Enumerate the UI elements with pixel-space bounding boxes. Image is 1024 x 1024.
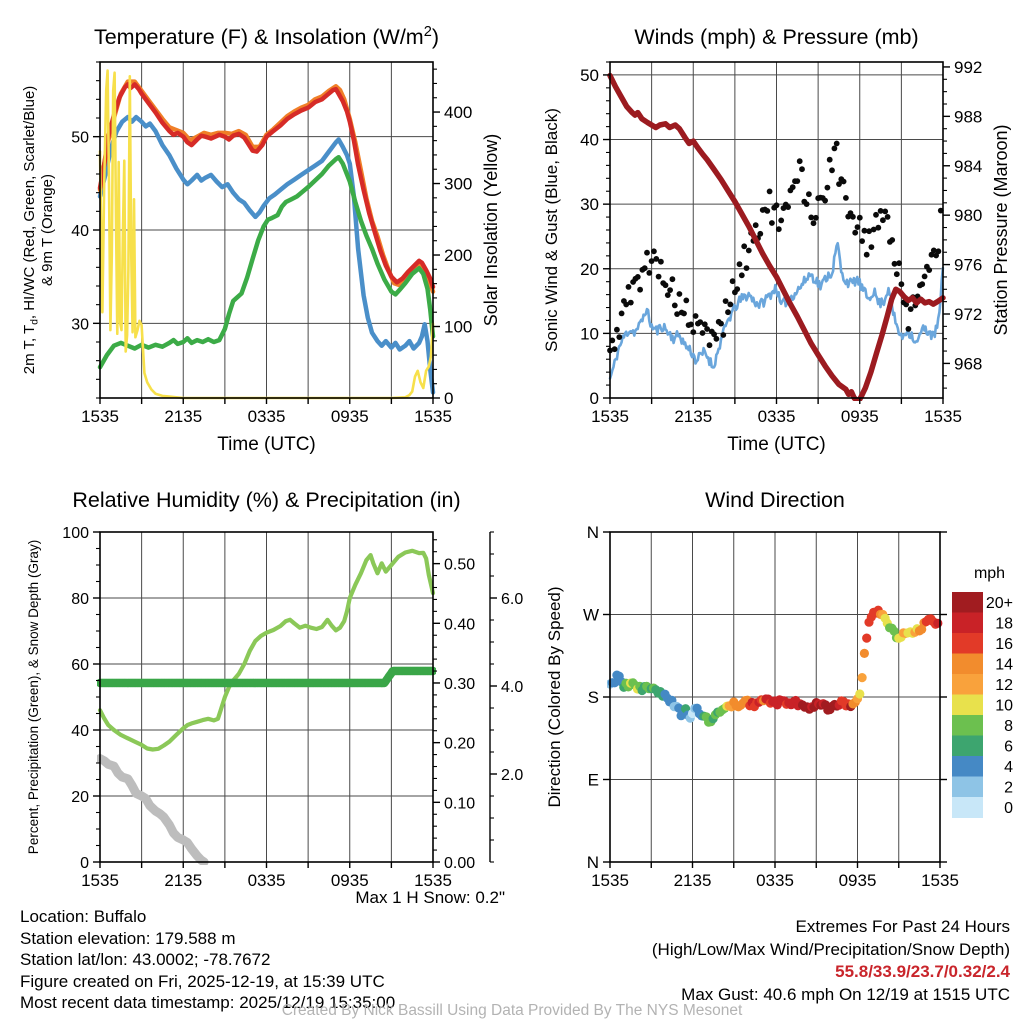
svg-text:Station Pressure (Maroon): Station Pressure (Maroon) (991, 124, 1011, 336)
svg-text:20: 20 (71, 789, 89, 806)
svg-text:W: W (582, 605, 599, 625)
max-gust: Max Gust: 40.6 mph On 12/19 at 1515 UTC (681, 984, 1010, 1004)
svg-text:0935: 0935 (838, 871, 877, 890)
svg-text:0.30: 0.30 (444, 675, 476, 693)
svg-text:1535: 1535 (81, 871, 119, 890)
svg-text:Temperature (F) & Insolation (: Temperature (F) & Insolation $(W/m^2)$ (93, 23, 440, 49)
svg-text:8: 8 (1004, 717, 1013, 735)
svg-text:6.0: 6.0 (501, 591, 524, 608)
svg-text:50: 50 (71, 129, 89, 147)
svg-text:2: 2 (1004, 779, 1013, 797)
svg-text:0: 0 (80, 855, 89, 872)
svg-text:Winds (mph) & Pressure (mb): Winds (mph) & Pressure (mb) (634, 25, 919, 49)
humidity-precipitation-chart (0, 480, 560, 915)
svg-text:0.50: 0.50 (444, 556, 476, 574)
extremes-title: Extremes For Past 24 Hours (795, 917, 1010, 936)
station-elevation: Station elevation: 179.588 m (20, 928, 236, 948)
svg-text:0335: 0335 (757, 407, 796, 426)
svg-text:968: 968 (954, 354, 983, 374)
svg-text:12: 12 (995, 676, 1013, 694)
svg-text:4: 4 (1004, 758, 1013, 776)
svg-text:50: 50 (580, 65, 599, 85)
svg-text:14: 14 (995, 656, 1013, 674)
svg-text:30: 30 (71, 316, 89, 334)
svg-text:1535: 1535 (924, 407, 962, 426)
svg-text:0335: 0335 (247, 407, 286, 426)
svg-text:40: 40 (71, 723, 89, 740)
svg-text:40: 40 (71, 223, 89, 240)
extremes-block (652, 916, 1010, 1006)
svg-text:992: 992 (954, 57, 983, 77)
svg-text:200: 200 (444, 246, 473, 266)
winds-pressure-chart (512, 0, 1024, 465)
svg-text:100: 100 (444, 317, 473, 337)
svg-text:4.0: 4.0 (501, 679, 524, 696)
svg-text:N: N (586, 523, 599, 542)
svg-text:Percent, Precipitation (Green): Percent, Precipitation (Green), & Snow Depth (Gray) (26, 539, 41, 855)
svg-text:0935: 0935 (330, 407, 369, 426)
svg-text:0: 0 (444, 389, 454, 408)
svg-text:16: 16 (995, 635, 1013, 653)
svg-text:0.00: 0.00 (444, 855, 476, 872)
svg-text:0935: 0935 (840, 407, 879, 426)
svg-text:1535: 1535 (591, 407, 629, 426)
svg-text:2.0: 2.0 (501, 767, 524, 784)
svg-text:1535: 1535 (414, 871, 452, 890)
svg-text:2135: 2135 (673, 871, 712, 890)
svg-text:2135: 2135 (674, 407, 713, 426)
svg-text:1535: 1535 (414, 407, 452, 426)
svg-text:Sonic Wind & Gust (Blue, Black: Sonic Wind & Gust (Blue, Black) (542, 108, 561, 352)
station-info (20, 906, 395, 1014)
figure-created: Figure created on Fri, 2025-12-19, at 15:39 UTC (20, 971, 385, 991)
svg-text:2m T, Td, HI/WC (Red, Green, S: 2m T, $T_d$, HI/WC (Red, Green, Scarlet/Blue) (21, 85, 41, 375)
svg-text:2135: 2135 (164, 871, 203, 890)
svg-text:0335: 0335 (247, 871, 286, 890)
wind-direction-chart (512, 480, 1024, 915)
svg-text:1535: 1535 (591, 871, 629, 890)
svg-text:976: 976 (954, 255, 983, 275)
svg-text:40: 40 (580, 130, 599, 150)
station-location: Location: Buffalo (20, 907, 147, 926)
extremes-subtitle: (High/Low/Max Wind/Precipitation/Snow Depth) (651, 939, 1010, 959)
svg-text:2135: 2135 (164, 407, 203, 426)
svg-text:400: 400 (444, 103, 473, 123)
svg-text:0: 0 (1004, 799, 1013, 817)
svg-text:0.10: 0.10 (444, 795, 476, 813)
temperature-insolation-chart (0, 0, 512, 465)
svg-text:10: 10 (995, 697, 1013, 715)
svg-text:Relative Humidity (%) & Precip: Relative Humidity (%) & Precipitation (in) (72, 488, 461, 512)
svg-text:60: 60 (71, 657, 89, 674)
svg-text:N: N (586, 853, 599, 872)
svg-text:20: 20 (580, 259, 599, 279)
svg-text:S: S (587, 688, 599, 707)
svg-text:Wind Direction: Wind Direction (705, 488, 845, 512)
svg-text:1535: 1535 (81, 407, 119, 426)
svg-text:972: 972 (954, 305, 983, 324)
svg-text:80: 80 (71, 591, 89, 608)
svg-text:Solar Insolation (Yellow): Solar Insolation (Yellow) (481, 133, 501, 327)
svg-text:20+: 20+ (985, 594, 1013, 612)
svg-text:988: 988 (954, 107, 983, 127)
svg-text:0.20: 0.20 (444, 735, 476, 753)
svg-text:6: 6 (1004, 738, 1013, 756)
svg-text:Time (UTC): Time (UTC) (727, 434, 826, 455)
svg-text:Direction (Colored By Speed): Direction (Colored By Speed) (545, 586, 564, 808)
svg-text:1535: 1535 (921, 871, 959, 890)
svg-text:10: 10 (580, 324, 599, 344)
max-snow-note: Max 1 H Snow: 0.2" (355, 888, 505, 907)
svg-text:100: 100 (62, 525, 89, 542)
svg-text:30: 30 (580, 195, 599, 215)
svg-text:18: 18 (995, 615, 1013, 633)
svg-text:& 9m T (Orange): & 9m T (Orange) (39, 174, 56, 286)
svg-text:980: 980 (954, 206, 983, 226)
svg-text:0.40: 0.40 (444, 616, 476, 634)
data-timestamp: Most recent data timestamp: 2025/12/19 15:35:00 (20, 993, 396, 1012)
svg-text:984: 984 (954, 156, 983, 176)
station-latlon: Station lat/lon: 43.0002; -78.7672 (20, 950, 271, 969)
svg-text:0935: 0935 (330, 871, 369, 890)
svg-text:0335: 0335 (756, 871, 794, 890)
svg-text:E: E (587, 770, 599, 790)
svg-text:300: 300 (444, 174, 473, 194)
svg-text:Time (UTC): Time (UTC) (217, 434, 316, 455)
extremes-values: 55.8/33.9/23.7/0.32/2.4 (835, 962, 1010, 981)
svg-text:mph: mph (973, 565, 1006, 582)
svg-text:0: 0 (589, 389, 599, 408)
credit-footer: Created By Nick Bassill Using Data Provided By The NYS Mesonet (281, 1002, 743, 1019)
